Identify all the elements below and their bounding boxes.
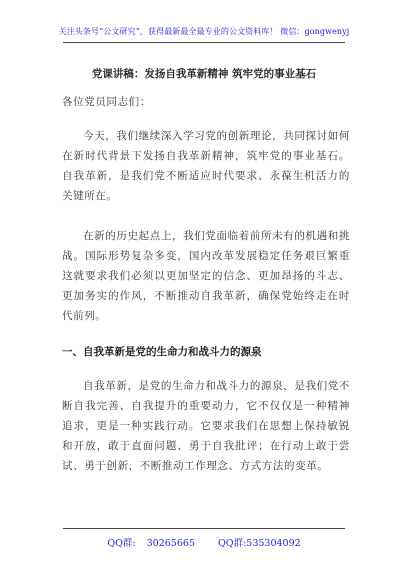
salutation: 各位党员同志们： xyxy=(62,96,151,108)
footer-contact xyxy=(0,535,408,549)
section-heading: 一、自我革新是党的生命力和战斗力的源泉 xyxy=(62,346,262,358)
paragraph-context: 在新的历史起点上，我们党面临着前所未有的机遇和挑战。国际形势复杂多变，国内改革发展稳定任务艰巨繁重这就要求我们必须以更加坚定的信念、更加昂扬的斗志、更加务实的作风，不断推动自我革新，确保党始终走在时代前列。 xyxy=(62,230,350,322)
footer-qq-group-2: QQ群:535304092 xyxy=(218,538,301,549)
document-title: 党课讲稿：发扬自我革新精神 筑牢党的事业基石 xyxy=(91,68,317,80)
footer-divider xyxy=(63,528,345,529)
paragraph-intro: 今天，我们继续深入学习党的创新理论，共同探讨如何在新时代背景下发扬自我革新精神，筑牢党的事业基石。自我革新，是我们党不断适应时代要求、永葆生机活力的关键所在。 xyxy=(62,130,350,202)
header-promo-note: 关注头条号“公文研究”，获得最新最全最专业的公文资料库！ 微信：gongwenyj xyxy=(58,27,350,36)
section-paragraph: 自我革新，是党的生命力和战斗力的源泉，是我们党不断自我完善、自我提升的重要动力，它不仅仅是一种精神追求，更是一种实践行动。它要求我们在思想上保持敏锐和开放，敢于直面问题、勇于自我批评；在行动上敢于尝试、勇于创新，不断推动工作理念、方式方法的变革。 xyxy=(62,380,350,472)
header-divider xyxy=(63,42,345,43)
footer-qq-group-1: QQ群: 30265665 xyxy=(107,538,195,549)
